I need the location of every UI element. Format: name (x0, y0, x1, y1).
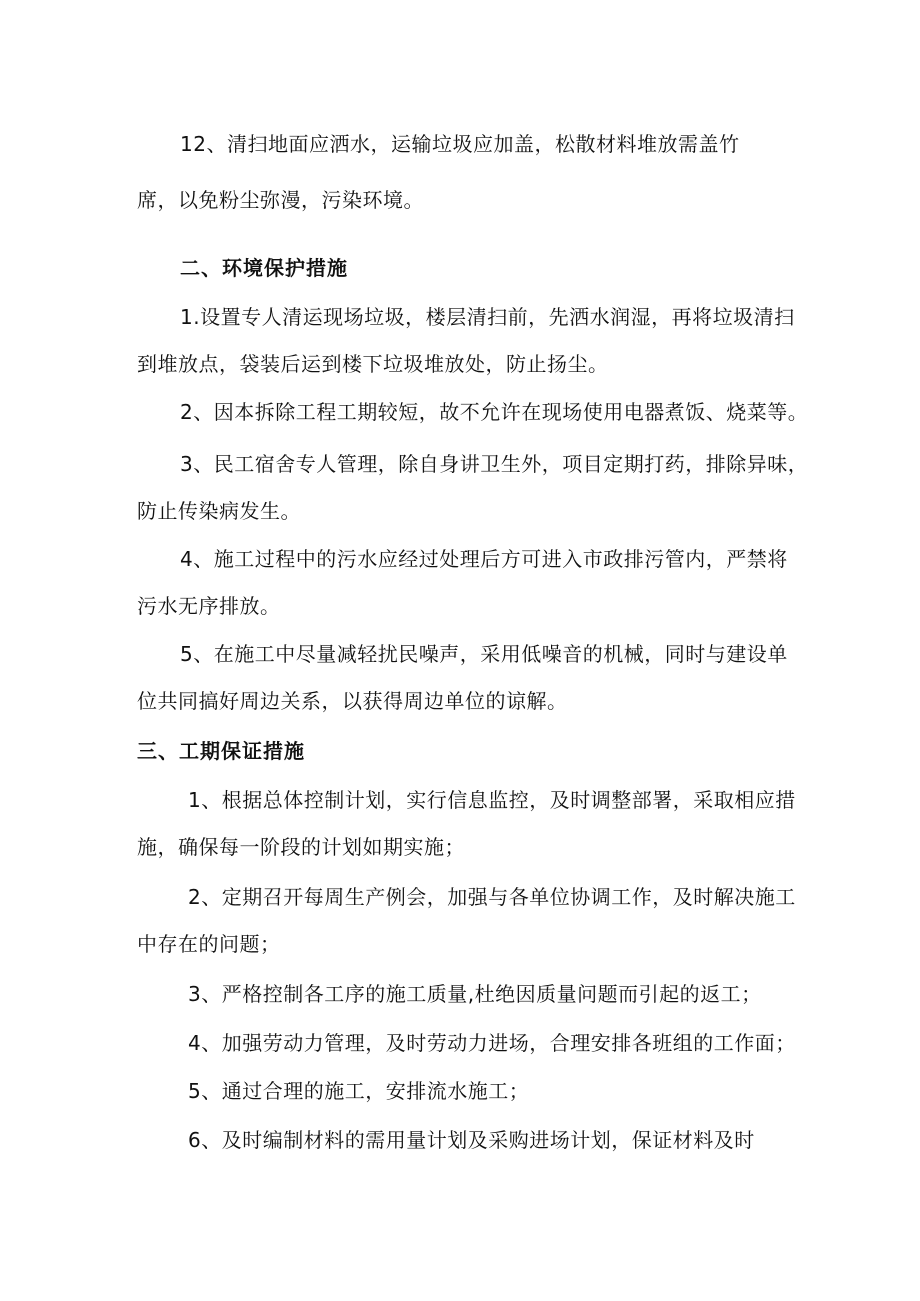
section-heading-schedule: 三、工期保证措施 (137, 739, 305, 763)
paragraph-12-line-1: 12、清扫地面应洒水，运输垃圾应加盖，松散材料堆放需盖竹 (180, 132, 740, 156)
env-item-4-line-2: 污水无序排放。 (137, 594, 281, 618)
env-item-5-line-1: 5、在施工中尽量减轻扰民噪声，采用低噪音的机械，同时与建设单 (180, 642, 788, 666)
schedule-item-1-line-2: 施，确保每一阶段的计划如期实施； (137, 835, 465, 859)
env-item-3-line-1: 3、民工宿舍专人管理，除自身讲卫生外，项目定期打药，排除异味， (180, 452, 809, 476)
env-item-1-line-1: 1.设置专人清运现场垃圾，楼层清扫前，先洒水润湿，再将垃圾清扫 (180, 305, 795, 329)
schedule-item-4: 4、加强劳动力管理，及时劳动力进场，合理安排各班组的工作面； (188, 1031, 796, 1055)
schedule-item-1-line-1: 1、根据总体控制计划，实行信息监控，及时调整部署，采取相应措 (188, 788, 796, 812)
paragraph-12-line-2: 席，以免粉尘弥漫，污染环境。 (137, 188, 424, 212)
schedule-item-5: 5、通过合理的施工，安排流水施工； (188, 1079, 530, 1103)
section-heading-environment: 二、环境保护措施 (180, 256, 348, 280)
schedule-item-2-line-2: 中存在的问题； (137, 932, 281, 956)
env-item-3-line-2: 防止传染病发生。 (137, 499, 301, 523)
env-item-5-line-2: 位共同搞好周边关系，以获得周边单位的谅解。 (137, 689, 568, 713)
schedule-item-2-line-1: 2、定期召开每周生产例会，加强与各单位协调工作，及时解决施工 (188, 885, 796, 909)
env-item-1-line-2: 到堆放点，袋装后运到楼下垃圾堆放处，防止扬尘。 (137, 352, 609, 376)
schedule-item-6: 6、及时编制材料的需用量计划及采购进场计划，保证材料及时 (188, 1128, 755, 1152)
schedule-item-3: 3、严格控制各工序的施工质量,杜绝因质量问题而引起的返工； (188, 982, 762, 1006)
env-item-4-line-1: 4、施工过程中的污水应经过处理后方可进入市政排污管内，严禁将 (180, 547, 788, 571)
env-item-2: 2、因本拆除工程工期较短，故不允许在现场使用电器煮饭、烧菜等。 (180, 400, 809, 424)
